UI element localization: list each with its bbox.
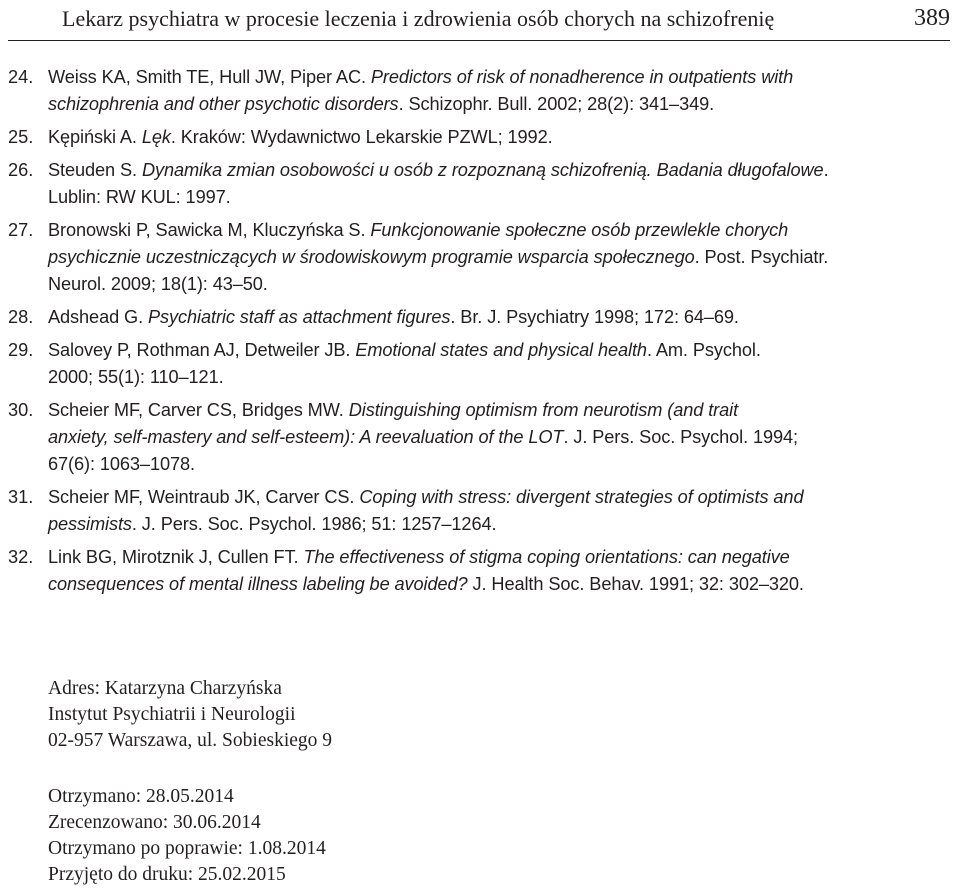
reference-item [8, 157, 958, 211]
reference-text: Neurol. 2009; 18(1): 43–50. [48, 274, 268, 294]
reference-title-text: The effectiveness of stigma coping orientations: can negative [303, 547, 790, 567]
reference-title-text: consequences of mental illness labeling be avoided? [48, 574, 468, 594]
reference-title-text: pessimists [48, 514, 132, 534]
reference-line [48, 64, 958, 91]
address-line: 02-957 Warszawa, ul. Sobieskiego 9 [48, 730, 333, 751]
date-line: Przyjęto do druku: 25.02.2015 [48, 864, 286, 885]
reference-title-text: anxiety, self-mastery and self-esteem): A reevaluation of the LOT [48, 427, 564, 447]
reference-line [48, 91, 958, 118]
reference-text: Lublin: RW KUL: 1997. [48, 187, 231, 207]
reference-line [48, 124, 958, 151]
reference-text: Salovey P, Rothman AJ, Detweiler JB. [48, 340, 356, 360]
reference-text: . Post. Psychiatr. [694, 247, 829, 267]
reference-text: . Br. J. Psychiatry 1998; 172: 64–69. [450, 307, 739, 327]
reference-title-text: psychicznie uczestniczących w środowiskowym programie wsparcia społecznego [48, 247, 695, 267]
reference-line [48, 244, 958, 271]
reference-text: . Schizophr. Bull. 2002; 28(2): 341–349. [398, 94, 715, 114]
reference-title-text: Emotional states and physical health [355, 340, 647, 360]
running-title: Lekarz psychiatra w procesie leczenia i zdrowienia osób chorych na schizofrenię [62, 6, 775, 31]
reference-text: . Am. Psychol. [646, 340, 761, 360]
reference-text: . [823, 160, 829, 180]
reference-number: 32. [8, 547, 34, 567]
date-line: Otrzymano: 28.05.2014 [48, 786, 234, 807]
reference-text: . Kraków: Wydawnictwo Lekarskie PZWL; 1992. [170, 127, 553, 147]
reference-item [8, 124, 958, 151]
address-line: Instytut Psychiatrii i Neurologii [48, 704, 296, 725]
reference-text: 67(6): 1063–1078. [48, 454, 195, 474]
reference-line [48, 157, 958, 184]
reference-list [8, 64, 958, 604]
date-line: Otrzymano po poprawie: 1.08.2014 [48, 838, 326, 859]
reference-line [48, 484, 958, 511]
reference-title-text: Distinguishing optimism from neurotism (and trait [348, 400, 739, 420]
reference-text: 2000; 55(1): 110–121. [48, 367, 224, 387]
reference-title-text: Psychiatric staff as attachment figures [148, 307, 451, 327]
reference-number: 30. [8, 400, 34, 420]
reference-item [8, 397, 958, 478]
reference-text: . J. Pers. Soc. Psychol. 1994; [563, 427, 799, 447]
reference-item [8, 337, 958, 391]
reference-text: J. Health Soc. Behav. 1991; 32: 302–320. [467, 574, 804, 594]
reference-item [8, 544, 958, 598]
reference-line [48, 397, 958, 424]
reference-number: 25. [8, 127, 34, 147]
reference-title-text: Predictors of risk of nonadherence in outpatients with [370, 67, 794, 87]
header-rule [8, 40, 950, 41]
reference-number: 26. [8, 160, 34, 180]
reference-line [48, 511, 958, 538]
reference-title-text: Dynamika zmian osobowości u osób z rozpoznaną schizofrenią. Badania długofalowe [141, 160, 824, 180]
reference-text: Kępiński A. [48, 127, 142, 147]
reference-text: Link BG, Mirotznik J, Cullen FT. [48, 547, 304, 567]
reference-number: 27. [8, 220, 34, 240]
reference-text: Weiss KA, Smith TE, Hull JW, Piper AC. [48, 67, 371, 87]
reference-line [48, 364, 958, 391]
reference-number: 28. [8, 307, 34, 327]
reference-number: 29. [8, 340, 34, 360]
reference-title-text: Funkcjonowanie społeczne osób przewlekle chorych [370, 220, 789, 240]
reference-line [48, 304, 958, 331]
reference-title-text: Lęk [141, 127, 171, 147]
reference-text: Steuden S. [48, 160, 142, 180]
reference-line [48, 424, 958, 451]
reference-line [48, 544, 958, 571]
reference-item [8, 64, 958, 118]
reference-line [48, 184, 958, 211]
reference-number: 24. [8, 67, 34, 87]
reference-line [48, 271, 958, 298]
editorial-dates [48, 784, 326, 888]
reference-text: . J. Pers. Soc. Psychol. 1986; 51: 1257–1264. [131, 514, 497, 534]
reference-text: Adshead G. [48, 307, 149, 327]
reference-text: Bronowski P, Sawicka M, Kluczyńska S. [48, 220, 371, 240]
reference-title-text: schizophrenia and other psychotic disorders [48, 94, 399, 114]
page-number: 389 [914, 5, 950, 31]
reference-line [48, 451, 958, 478]
reference-line [48, 337, 958, 364]
running-header [62, 2, 952, 36]
reference-text: Scheier MF, Weintraub JK, Carver CS. [48, 487, 360, 507]
reference-line [48, 217, 958, 244]
address-line: Adres: Katarzyna Charzyńska [48, 678, 282, 699]
reference-number: 31. [8, 487, 34, 507]
correspondence-address [48, 676, 332, 754]
reference-title-text: Coping with stress: divergent strategies of optimists and [359, 487, 804, 507]
reference-item [8, 304, 958, 331]
date-line: Zrecenzowano: 30.06.2014 [48, 812, 261, 833]
reference-item [8, 484, 958, 538]
reference-text: Scheier MF, Carver CS, Bridges MW. [48, 400, 349, 420]
reference-line [48, 571, 958, 598]
reference-item [8, 217, 958, 298]
